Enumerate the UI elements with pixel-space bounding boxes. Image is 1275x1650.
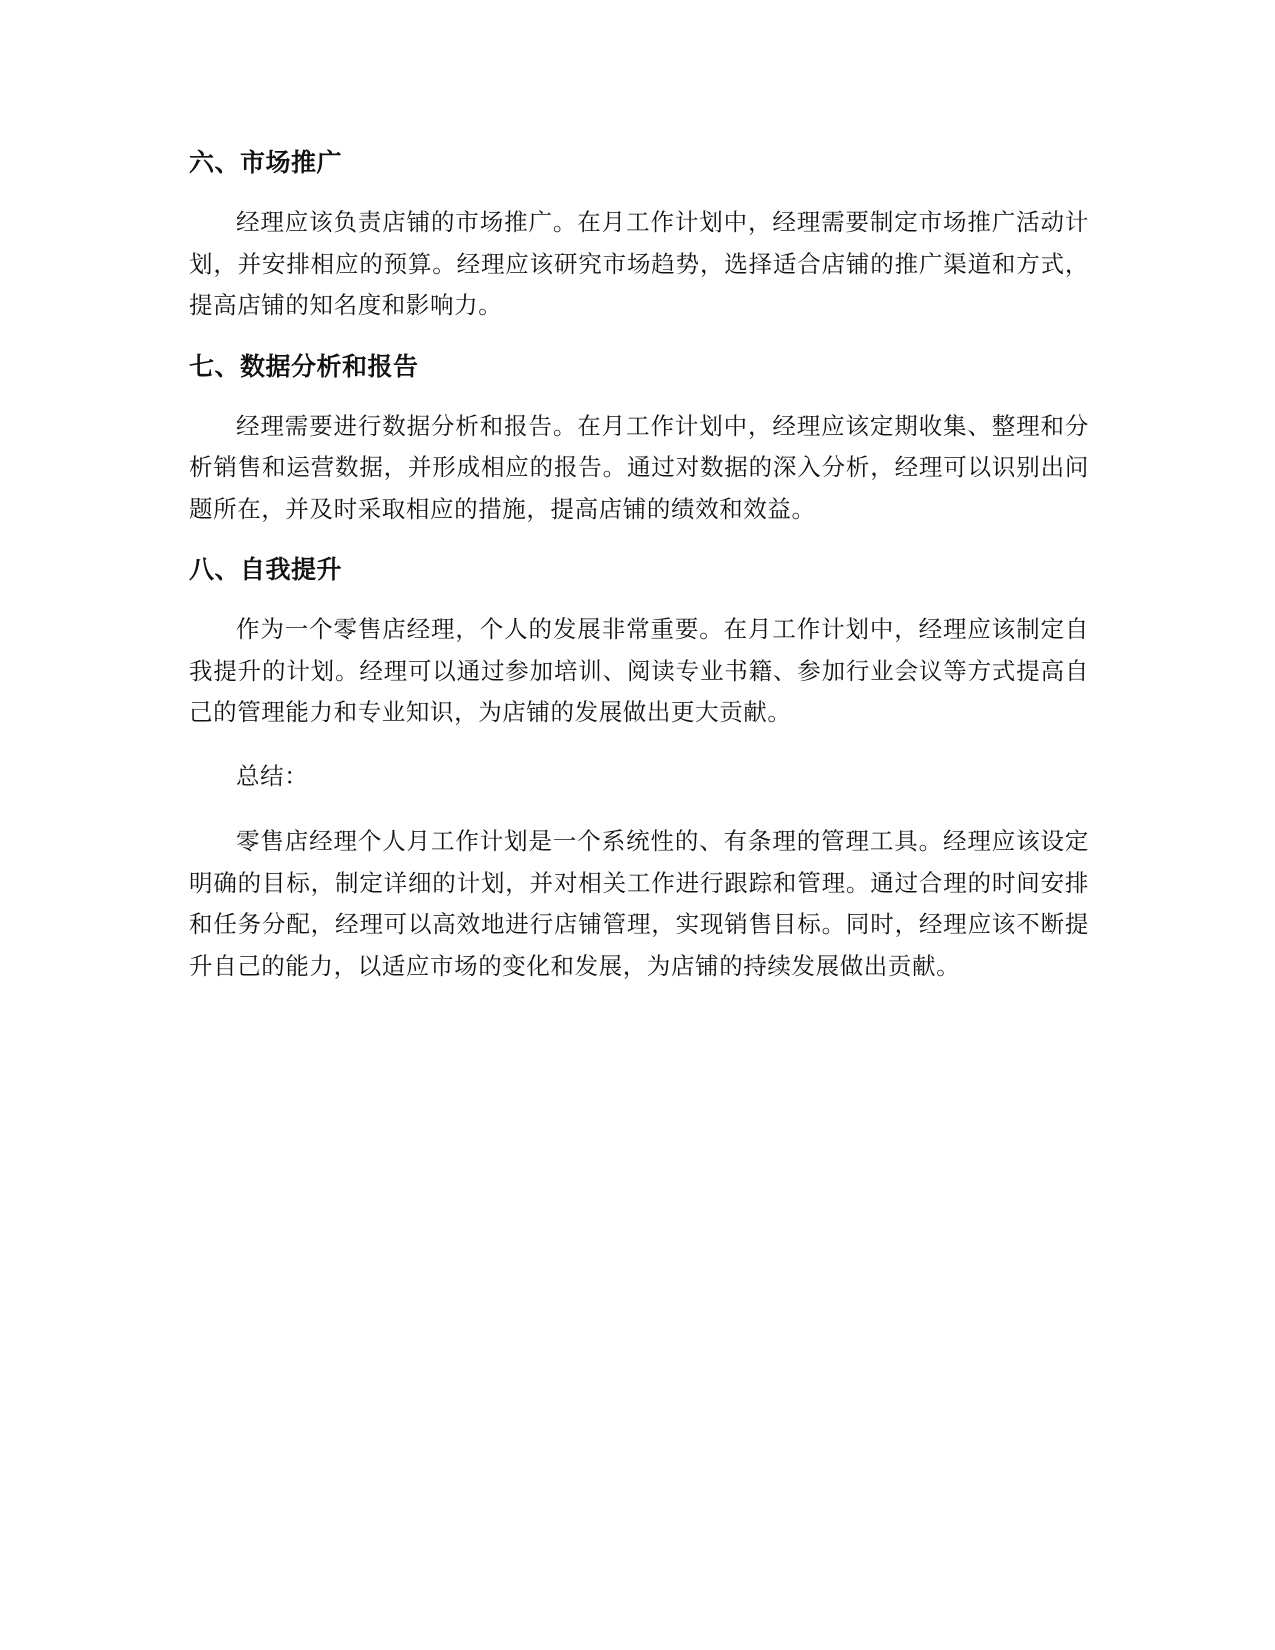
section-heading-marketing: 六、市场推广 xyxy=(189,148,343,177)
section-paragraph-marketing: 经理应该负责店铺的市场推广。在月工作计划中，经理需要制定市场推广活动计划，并安排相应的预算。经理应该研究市场趋势，选择适合店铺的推广渠道和方式，提高店铺的知名度和影响力。 xyxy=(189,208,1089,319)
summary-label: 总结： xyxy=(236,761,309,790)
summary-paragraph: 零售店经理个人月工作计划是一个系统性的、有条理的管理工具。经理应该设定明确的目标，制定详细的计划，并对相关工作进行跟踪和管理。通过合理的时间安排和任务分配，经理可以高效地进行店铺管理，实现销售目标。同时，经理应该不断提升自己的能力，以适应市场的变化和发展，为店铺的持续发展做出贡献。 xyxy=(189,827,1089,980)
section-paragraph-data-analysis: 经理需要进行数据分析和报告。在月工作计划中，经理应该定期收集、整理和分析销售和运营数据，并形成相应的报告。通过对数据的深入分析，经理可以识别出问题所在，并及时采取相应的措施，提高店铺的绩效和效益。 xyxy=(189,411,1089,523)
section-heading-self-improvement: 八、自我提升 xyxy=(189,555,343,584)
section-heading-data-analysis: 七、数据分析和报告 xyxy=(189,351,419,381)
document-page xyxy=(189,145,1089,1009)
section-paragraph-self-improvement: 作为一个零售店经理，个人的发展非常重要。在月工作计划中，经理应该制定自我提升的计划。经理可以通过参加培训、阅读专业书籍、参加行业会议等方式提高自己的管理能力和专业知识，为店铺的发展做出更大贡献。 xyxy=(189,615,1089,726)
